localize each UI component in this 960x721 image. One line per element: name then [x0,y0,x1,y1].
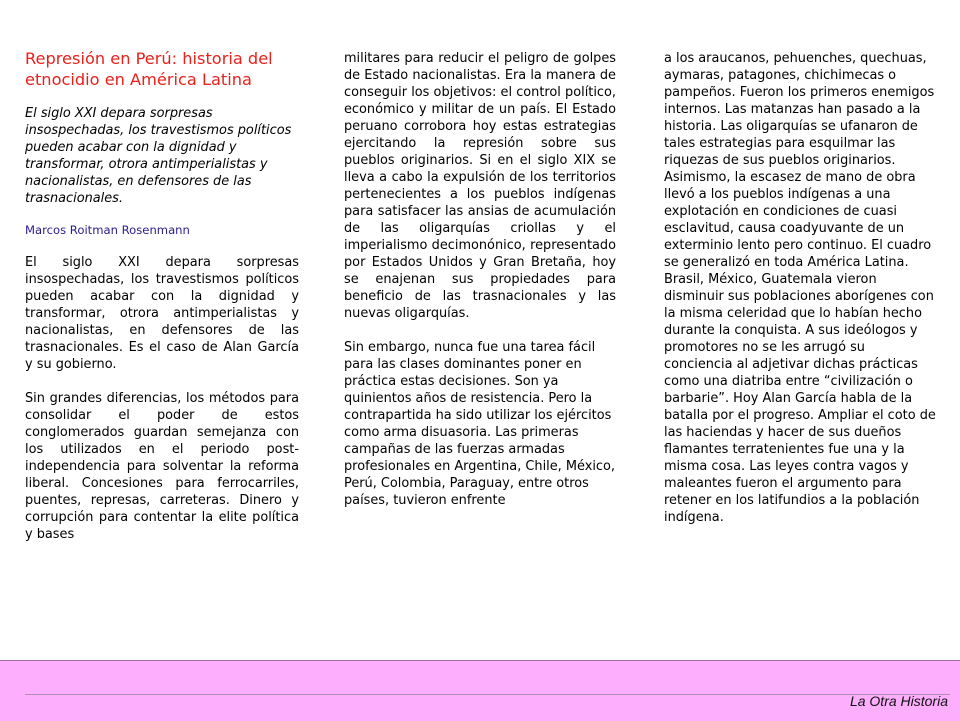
column-2 [344,50,616,509]
paragraph-3: militares para reducir el peligro de golpes de Estado nacionalistas. Era la manera de conseguir los objetivos: el control político, económico y militar de un país. El Estado peruano corrobora hoy estas estrategias ejercitando la represión sobre sus pueblos originarios. Si en el siglo XIX se lleva a cabo la expulsión de los territorios pertenecientes a los pueblos indígenas para satisfacer las ansias de acumulación de las oligarquías criollas y el imperialismo decimonónico, representado por Estados Unidos y Gran Bretaña, hoy se enajenan sus propiedades para beneficio de las trasnacionales y las nuevas oligarquías. [344,51,616,321]
footer-bar [0,660,960,721]
paragraph-1: El siglo XXI depara sorpresas insospechadas, los travestismos políticos pueden acabar con la dignidad y transformar, otrora antimperialistas y nacionalistas, en defensores de las trasnacionales. Es el caso de Alan García y su gobierno. [25,255,299,372]
paragraph-5: a los araucanos, pehuenches, quechuas, aymaras, patagones, chichimecas o pampeños. Fueron los primeros enemigos internos. Las matanzas han pasado a la historia. Las oligarquías se ufanaron de tales estrategias para esquilmar las riquezas de sus pueblos originarios. Asimismo, la escasez de mano de obra llevó a los pueblos indígenas a una explotación en condiciones de cuasi esclavitud, causa coadyuvante de un exterminio lento pero continuo. El cuadro se generalizó en toda América Latina. Brasil, México, Guatemala vieron disminuir sus poblaciones aborígenes con la misma celeridad que lo habían hecho durante la conquista. A sus ideólogos y promotores no se les arrugó su conciencia al adjetivar dichas prácticas como una diatriba entre “civilización o barbarie”. Hoy Alan García habla de la batalla por el progreso. Ampliar el coto de las haciendas y hacer de sus dueños flamantes terratenientes fue una y la misma cosa. Las leyes contra vagos y maleantes fueron el argumento para retener en los latifundios a la población indígena. [664,51,936,525]
article-author: Marcos Roitman Rosenmann [25,223,190,237]
paragraph-2: Sin grandes diferencias, los métodos para consolidar el poder de estos conglomerados guardan semejanza con los utilizados en el periodo post-independencia para solventar la reforma liberal. Concesiones para ferrocarriles, puentes, represas, carreteras. Dinero y corrupción para contentar la elite política y bases [25,391,299,542]
column-1 [25,48,299,543]
paragraph-4: Sin embargo, nunca fue una tarea fácil para las clases dominantes poner en práctica estas decisiones. Son ya quinientos años de resistencia. Pero la contrapartida ha sido utilizar los ejércitos como arma disuasoria. Las primeras campañas de las fuerzas armadas profesionales en Argentina, Chile, México, Perú, Colombia, Paraguay, entre otros países, tuvieron enfrente [344,340,615,508]
article-title: Represión en Perú: historia del etnocidio en América Latina [25,49,273,89]
footer-label: La Otra Historia [849,693,948,709]
article-lead: El siglo XXI depara sorpresas insospechadas, los travestismos políticos pueden acabar con la dignidad y transformar, otrora antimperialistas y nacionalistas, en defensores de las trasnacionales. [25,106,292,206]
footer-divider [25,694,950,695]
column-3 [664,50,936,526]
